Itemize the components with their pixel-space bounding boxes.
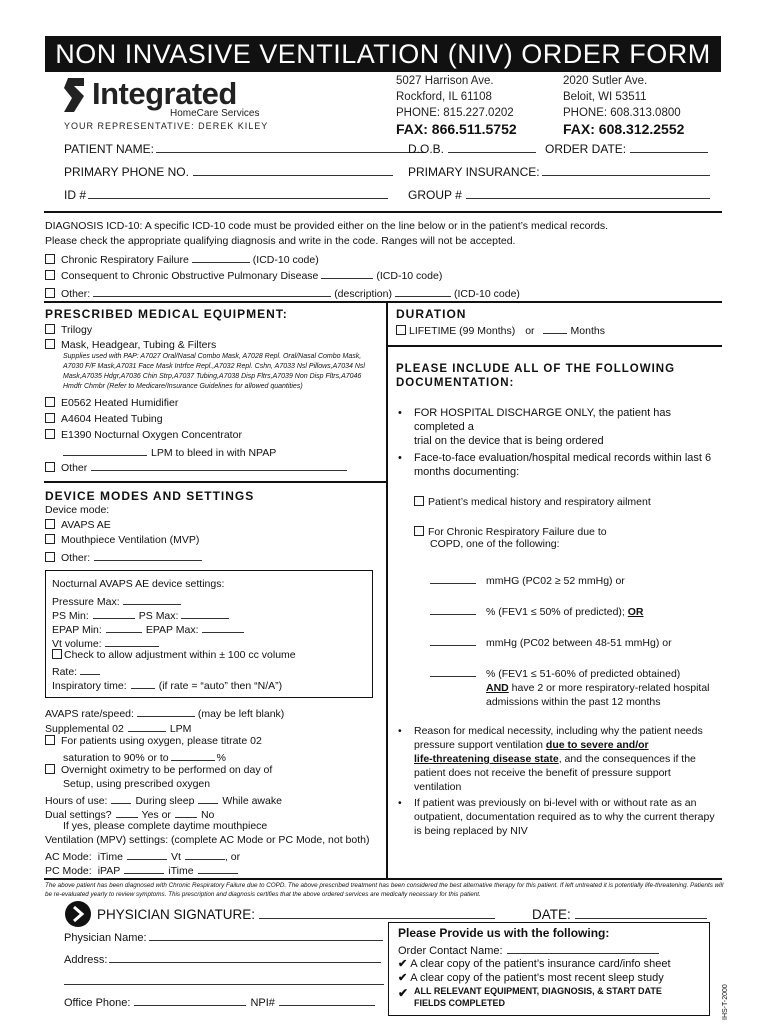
signature-date-field[interactable]: DATE:: [532, 905, 707, 922]
doc-bullet-discharge: • FOR HOSPITAL DISCHARGE ONLY, the patient has completed a trial on the device that is being ordered: [398, 407, 671, 447]
checkbox[interactable]: [45, 397, 55, 407]
diagnosis-option-other[interactable]: Other: (description) (ICD-10 code): [45, 285, 520, 300]
checkbox[interactable]: [45, 429, 55, 439]
duration-title: DURATION: [396, 307, 467, 321]
brand-subtitle: HomeCare Services: [170, 108, 260, 119]
office-beloit: 2020 Sutler Ave. Beloit, WI 53511 PHONE: 608.313.0800 FAX: 608.312.2552: [563, 75, 685, 137]
brand-name: Integrated: [92, 76, 237, 111]
arrow-right-icon: [64, 900, 92, 928]
form-code: IHS-T-2000: [722, 984, 729, 1020]
checkbox[interactable]: [45, 254, 55, 264]
checkmark-icon: ✔: [398, 958, 408, 970]
disclaimer: The above patient has been diagnosed with Chronic Respiratory Failure due to COPD. The above prescribed treatment has been considered the best alternative therapy for this patient. If left untreated it is potentially life-threatening. Patients will be re-evaluated yearly to review symptoms. This prescription and diagnosis certifies that the above ordered services are medically necessary for this patient.: [45, 882, 724, 898]
dob-field[interactable]: D.O.B.: [408, 141, 536, 156]
id-field[interactable]: ID #: [64, 187, 388, 202]
ac-mode-field[interactable]: AC Mode: iTime Vt , or: [45, 848, 240, 863]
checkbox[interactable]: [45, 324, 55, 334]
criterion-pc02-52[interactable]: mmHG (PC02 ≥ 52 mmHg) or: [430, 572, 625, 587]
column-divider: [386, 301, 388, 879]
doc-history-checkbox[interactable]: Patient’s medical history and respiratory ailment: [414, 496, 651, 508]
avaps-heading: Nocturnal AVAPS AE device settings:: [52, 578, 225, 590]
duration-lifetime[interactable]: LIFETIME (99 Months) or Months: [396, 322, 605, 337]
doc-bullet-necessity: • Reason for medical necessity, including why the patient needs pressure support ventilation due to severe and/or life-threatening disease state, and the consequences if the patient does not receive the benefit of pressure support ventilation: [398, 725, 703, 793]
divider: [44, 211, 722, 213]
device-title: DEVICE MODES AND SETTINGS: [45, 489, 255, 503]
hours-of-use-field[interactable]: Hours of use: During sleep While awake: [45, 792, 282, 807]
checkmark-icon: ✔: [398, 986, 409, 1000]
rate-field[interactable]: Rate:: [52, 663, 100, 678]
titrate-line[interactable]: saturation to 90% or to %: [63, 749, 226, 764]
supplemental-o2-field[interactable]: Supplemental 02 LPM: [45, 720, 191, 735]
equip-humidifier[interactable]: E0562 Heated Humidifier: [45, 397, 178, 409]
checkbox[interactable]: [45, 735, 55, 745]
primary-phone-field[interactable]: PRIMARY PHONE NO.: [64, 164, 393, 179]
documentation-title-2: DOCUMENTATION:: [396, 377, 515, 389]
physician-signature-field[interactable]: PHYSICIAN SIGNATURE:: [97, 905, 495, 922]
equip-other[interactable]: Other: [45, 459, 347, 474]
divider: [44, 481, 386, 483]
order-date-field[interactable]: ORDER DATE:: [545, 141, 708, 156]
equip-oxygen[interactable]: E1390 Nocturnal Oxygen Concentrator: [45, 429, 242, 441]
representative: YOUR REPRESENTATIVE: DEREK KILEY: [64, 121, 269, 131]
equip-tubing[interactable]: A4604 Heated Tubing: [45, 413, 163, 425]
ps-min-field[interactable]: PS Min: PS Max:: [52, 607, 229, 622]
provide-item-fields: ✔ ALL RELEVANT EQUIPMENT, DIAGNOSIS, & START DATE FIELDS COMPLETED: [398, 986, 662, 1008]
oximetry-checkbox[interactable]: Overnight oximetry to be performed on day of: [45, 764, 272, 776]
checkbox[interactable]: [45, 764, 55, 774]
supplies-note: Supplies used with PAP: A7027 Oral/Nasal Combo Mask, A7028 Repl. Oral/Nasal Combo Mask, A7030 F/F Mask,A7031 Face Mask Intrfce Repl.,A7032 Repl. Cshn, A7033 Nsl Pillows,A7034 Nsl Mask,A7035 Hdgr,A7036 Chin Strp,A7037 Tubing,A7038 Disp Fltrs,A7039 Non Disp Fltrs,A7046 Hmdfr Chmbr (Refer to Medicare/Insurance Guidelines for allowed quantities): [63, 353, 365, 390]
checkbox[interactable]: [45, 462, 55, 472]
diagnosis-option-copd[interactable]: Consequent to Chronic Obstructive Pulmonary Disease (ICD-10 code): [45, 267, 442, 282]
divider: [44, 878, 722, 880]
inspiratory-time-field[interactable]: Inspiratory time: (if rate = “auto” then “N/A”): [52, 677, 282, 692]
checkbox[interactable]: [45, 270, 55, 280]
checkbox[interactable]: [45, 519, 55, 529]
divider: [44, 301, 722, 303]
equip-trilogy[interactable]: Trilogy: [45, 324, 92, 336]
device-other[interactable]: Other:: [45, 549, 202, 564]
doc-crf-checkbox[interactable]: For Chronic Respiratory Failure due to COPD, one of the following:: [414, 526, 607, 550]
diagnosis-heading: DIAGNOSIS ICD-10: A specific ICD-10 code must be provided either on the line below or in the patient’s medical records.: [45, 220, 608, 232]
diagnosis-option-crf[interactable]: Chronic Respiratory Failure (ICD-10 code): [45, 251, 319, 266]
provide-item-sleep-study: ✔ A clear copy of the patient’s most recent sleep study: [398, 972, 664, 984]
equipment-title: PRESCRIBED MEDICAL EQUIPMENT:: [45, 307, 288, 321]
doc-bullet-bilevel: • If patient was previously on bi-level with or without rate as an outpatient, documentation required as to why the current therapy is being replaced by NIV: [398, 797, 715, 837]
checkbox[interactable]: [45, 534, 55, 544]
epap-field[interactable]: EPAP Min: EPAP Max:: [52, 621, 244, 636]
criterion-fev1-51[interactable]: % (FEV1 ≤ 51-60% of predicted obtained) AND have 2 or more respiratory-related hospital admissions within the past 12 months: [430, 665, 710, 709]
order-contact-field[interactable]: Order Contact Name:: [398, 942, 659, 957]
doc-bullet-face-to-face: • Face-to-face evaluation/hospital medical records within last 6 months documenting:: [398, 452, 712, 478]
divider: [386, 345, 722, 347]
criterion-pc02-48[interactable]: mmHg (PC02 between 48-51 mmHg) or: [430, 634, 672, 649]
checkbox[interactable]: [414, 526, 424, 536]
form-title: NON INVASIVE VENTILATION (NIV) ORDER FORM: [45, 36, 721, 72]
group-field[interactable]: GROUP #: [408, 187, 710, 202]
checkbox[interactable]: [45, 552, 55, 562]
patient-name-field[interactable]: PATIENT NAME:: [64, 141, 426, 156]
oximetry-line: Setup, using prescribed oxygen: [63, 778, 211, 790]
documentation-title: PLEASE INCLUDE ALL OF THE FOLLOWING: [396, 363, 676, 375]
mpv-settings-line: Ventilation (MPV) settings: (complete AC Mode or PC Mode, not both): [45, 834, 370, 846]
primary-insurance-field[interactable]: PRIMARY INSURANCE:: [408, 164, 710, 179]
office-rockford: 5027 Harrison Ave. Rockford, IL 61108 PHONE: 815.227.0202 FAX: 866.511.5752: [396, 75, 517, 137]
dual-settings-field[interactable]: Dual settings? Yes or No: [45, 806, 214, 821]
criterion-fev1-50[interactable]: % (FEV1 ≤ 50% of predicted); OR: [430, 603, 644, 618]
office-phone-field[interactable]: Office Phone: NPI#: [64, 994, 375, 1009]
checkbox[interactable]: [45, 339, 55, 349]
device-mvp[interactable]: Mouthpiece Ventilation (MVP): [45, 534, 199, 546]
pressure-max-field[interactable]: Pressure Max:: [52, 593, 181, 608]
daytime-note: If yes, please complete daytime mouthpiece: [63, 820, 268, 832]
integrated-logo-icon: [60, 74, 92, 116]
equip-mask[interactable]: Mask, Headgear, Tubing & Filters: [45, 339, 216, 351]
checkmark-icon: ✔: [398, 972, 408, 984]
physician-name-field[interactable]: Physician Name:: [64, 929, 383, 944]
vt-volume-field[interactable]: Vt volume:: [52, 635, 159, 650]
checkbox[interactable]: [52, 649, 62, 659]
adjustment-checkbox[interactable]: Check to allow adjustment within ± 100 cc volume: [52, 649, 296, 661]
titrate-checkbox[interactable]: For patients using oxygen, please titrate 02: [45, 735, 262, 747]
checkbox[interactable]: [414, 496, 424, 506]
diagnosis-instructions: Please check the appropriate qualifying diagnosis and write in the code. Ranges will not be accepted.: [45, 235, 516, 247]
provide-item-insurance: ✔ A clear copy of the patient’s insurance card/info sheet: [398, 958, 671, 970]
provide-title: Please Provide us with the following:: [398, 926, 610, 940]
checkbox[interactable]: [45, 288, 55, 298]
address-line-2[interactable]: [64, 984, 384, 985]
pc-mode-field[interactable]: PC Mode: iPAP iTime: [45, 862, 238, 877]
device-avaps[interactable]: AVAPS AE: [45, 519, 111, 531]
checkbox[interactable]: [45, 413, 55, 423]
checkbox[interactable]: [396, 325, 406, 335]
equip-lpm[interactable]: LPM to bleed in with NPAP: [63, 444, 276, 459]
device-mode-label: Device mode:: [45, 504, 110, 516]
avaps-rate-field[interactable]: AVAPS rate/speed: (may be left blank): [45, 705, 284, 720]
address-field[interactable]: Address:: [64, 951, 381, 966]
